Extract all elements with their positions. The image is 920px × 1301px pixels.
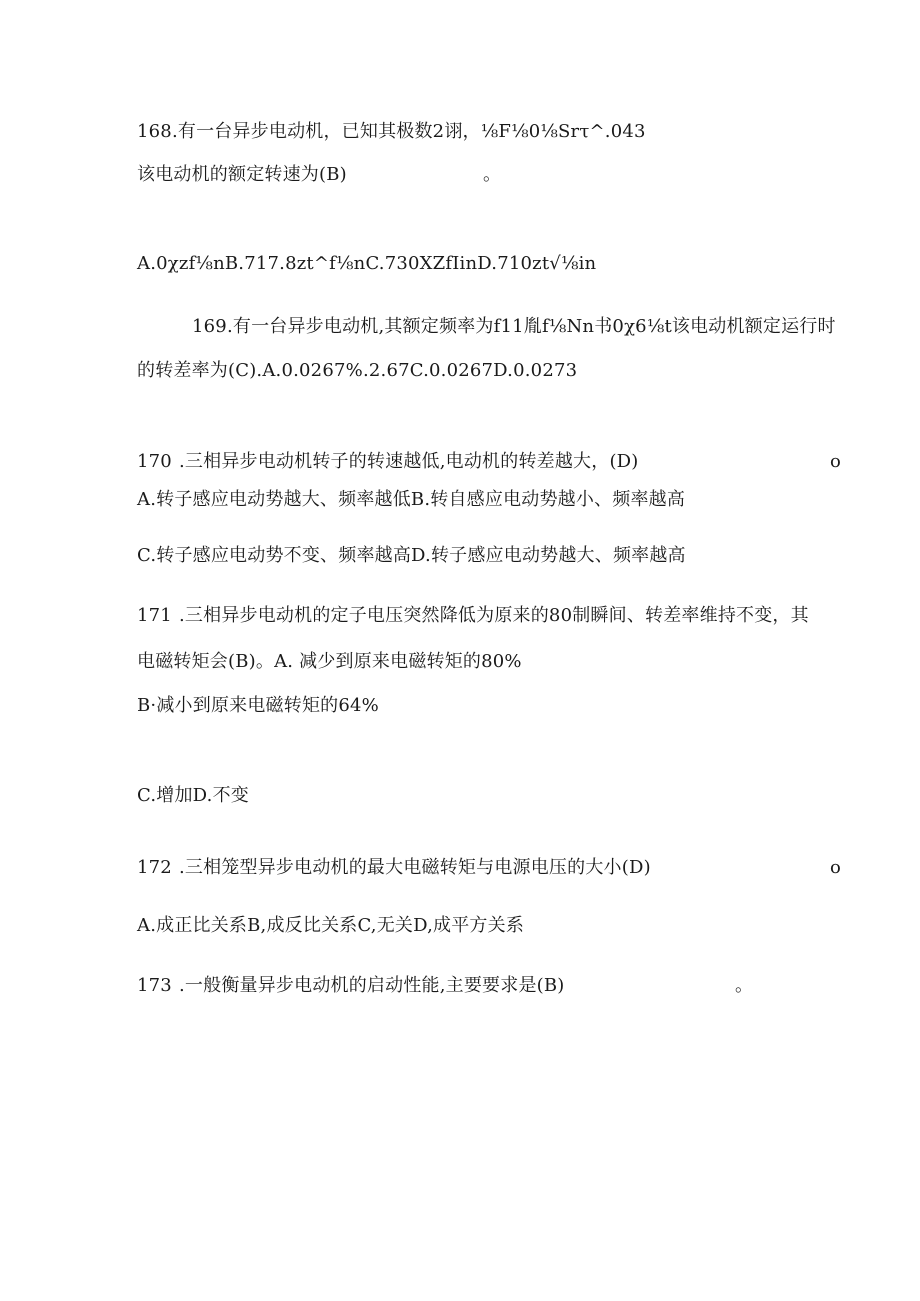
q173-text: .一般衡量异步电动机的启动性能,主要要求是(B) — [179, 975, 565, 996]
q173-stem — [137, 974, 565, 998]
q169-line1: 169.有一台异步电动机,其额定频率为f11胤f⅛Nn书0χ6⅛t该电动机额定运行时 — [192, 316, 836, 337]
q169-line2: 的转差率为(C).A.0.0267%.2.67C.0.0267D.0.0273 — [137, 360, 578, 381]
q172-end: o — [830, 857, 841, 878]
q171-line2: 电磁转矩会(B)。A. 减少到原来电磁转矩的80% — [137, 651, 522, 672]
q168-line2-end: 。 — [483, 164, 501, 185]
q173-end: 。 — [735, 975, 753, 996]
q171-number: 171 — [137, 605, 172, 626]
q170-text: .三相异步电动机转子的转速越低,电动机的转差越大，(D) — [179, 451, 639, 472]
q172-options: A.成正比关系B,成反比关系C,无关D,成平方关系 — [137, 915, 525, 936]
q173-number: 173 — [137, 975, 172, 996]
q170-stem — [137, 450, 639, 474]
q168-line1: 168.有一台异步电动机，已知其极数2诩，⅛F⅛0⅛Srτ^.043 — [137, 121, 646, 142]
q171-text: .三相异步电动机的定子电压突然降低为原来的80制瞬间、转差率维持不变，其 — [179, 605, 809, 626]
q170-number: 170 — [137, 451, 172, 472]
q172-text: .三相笼型异步电动机的最大电磁转矩与电源电压的大小(D) — [179, 857, 651, 878]
q171-option-b: B·减小到原来电磁转矩的64% — [137, 695, 379, 716]
q170-end: o — [830, 451, 841, 472]
q172-number: 172 — [137, 857, 172, 878]
q168-options: A.0χzf⅛nB.717.8zt^f⅛nC.730XZfIinD.710zt√⅛in — [137, 253, 597, 274]
q171-stem — [137, 604, 809, 628]
q172-stem — [137, 856, 651, 880]
q170-option-cd: C.转子感应电动势不变、频率越高D.转子感应电动势越大、频率越高 — [137, 545, 686, 566]
q170-option-ab: A.转子感应电动势越大、频率越低B.转自感应电动势越小、频率越高 — [137, 489, 686, 510]
q168-line2: 该电动机的额定转速为(B) — [137, 164, 347, 185]
q171-option-cd: C.增加D.不变 — [137, 785, 249, 806]
